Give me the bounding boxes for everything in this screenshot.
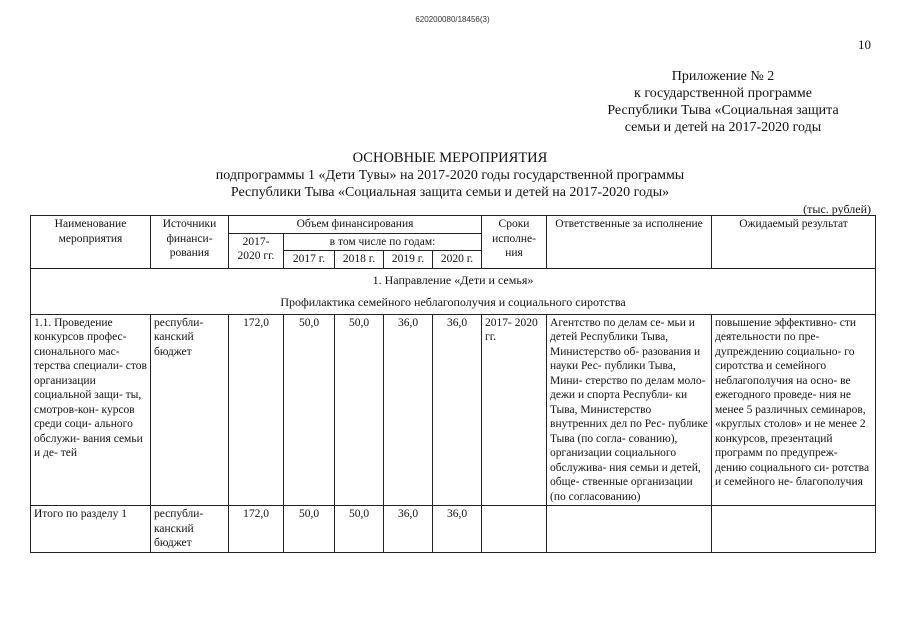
cell-total: 172,0 [229,314,284,506]
page-number: 10 [858,37,871,52]
appendix-header [593,68,853,136]
appendix-line: Республики Тыва «Социальная защита [607,103,839,118]
title-main: ОСНОВНЫЕ МЕРОПРИЯТИЯ [352,150,548,166]
units-label: (тыс. рублей) [803,202,871,216]
header-total: 2017- 2020 гг. [229,233,284,268]
cell-name: 1.1. Проведение конкурсов профес- сионального мас- терства специали- стов организации социальной защи- ты, смотров-кон- курсов среди соци- ального обслужи- вания семьи и де- тей [31,314,151,506]
cell-source: республи- канский бюджет [151,314,229,506]
header-year-2017: 2017 г. [284,251,335,269]
cell-responsible [547,506,712,553]
header-result: Ожидаемый результат [712,216,876,269]
cell-2019: 36,0 [384,506,433,553]
cell-2020: 36,0 [433,314,482,506]
header-responsible: Ответственные за исполнение [547,216,712,269]
cell-terms: 2017- 2020 гг. [482,314,547,506]
cell-terms [482,506,547,553]
table-row [31,314,876,506]
header-year-2020: 2020 г. [433,251,482,269]
header-year-2019: 2019 г. [384,251,433,269]
document-title [140,150,760,201]
appendix-line: Приложение № 2 [671,69,775,84]
cell-2018: 50,0 [335,506,384,553]
measures-table [30,215,876,553]
cell-2018: 50,0 [335,314,384,506]
header-name: Наименование мероприятия [31,216,151,269]
cell-2017: 50,0 [284,314,335,506]
cell-source: республи- канский бюджет [151,506,229,553]
appendix-line: к государственной программе [634,86,812,101]
document-id: 620200080/18456(3) [415,15,490,24]
header-sources: Источники финанси- рования [151,216,229,269]
header-year-2018: 2018 г. [335,251,384,269]
cell-result: повышение эффективно- сти деятельности по пре- дупреждению социально- го сиротства и семейного неблагополучия на осно- ве ежегодного проведе- ния не менее 5 различных семинаров, «круглых столов» и не менее 2 конкурсов, презентаций программ по предупреж- дению социального си- ротства и семейного не- благополучия [712,314,876,506]
cell-responsible: Агентство по делам се- мьи и детей Республики Тыва, Министерство об- разования и науки Рес- публики Тыва, Мини- стерство по делам моло- дежи и спорта Республи- ки Тыва, Министерство внутренних дел по Рес- публике Тыва (по согла- сованию), организации социального обслужива- ния семьи и детей, обще- ственные организации (по согласованию) [547,314,712,506]
cell-name: Итого по разделу 1 [31,506,151,553]
title-subline: подпрограммы 1 «Дети Тувы» на 2017-2020 годы государственной программы [215,168,685,183]
header-terms: Сроки исполне- ния [482,216,547,269]
header-volume: Объем финансирования [229,216,482,234]
appendix-line: семьи и детей на 2017-2020 годы [624,120,822,135]
cell-total: 172,0 [229,506,284,553]
section-title: 1. Направление «Дети и семья» [31,268,876,291]
cell-2019: 36,0 [384,314,433,506]
cell-result [712,506,876,553]
table-row [31,506,876,553]
cell-2020: 36,0 [433,506,482,553]
cell-2017: 50,0 [284,506,335,553]
header-by-years: в том числе по годам: [284,233,482,251]
subsection-title: Профилактика семейного неблагополучия и социального сиротства [31,291,876,314]
title-subline: Республики Тыва «Социальная защита семьи и детей на 2017-2020 годы» [230,185,670,200]
